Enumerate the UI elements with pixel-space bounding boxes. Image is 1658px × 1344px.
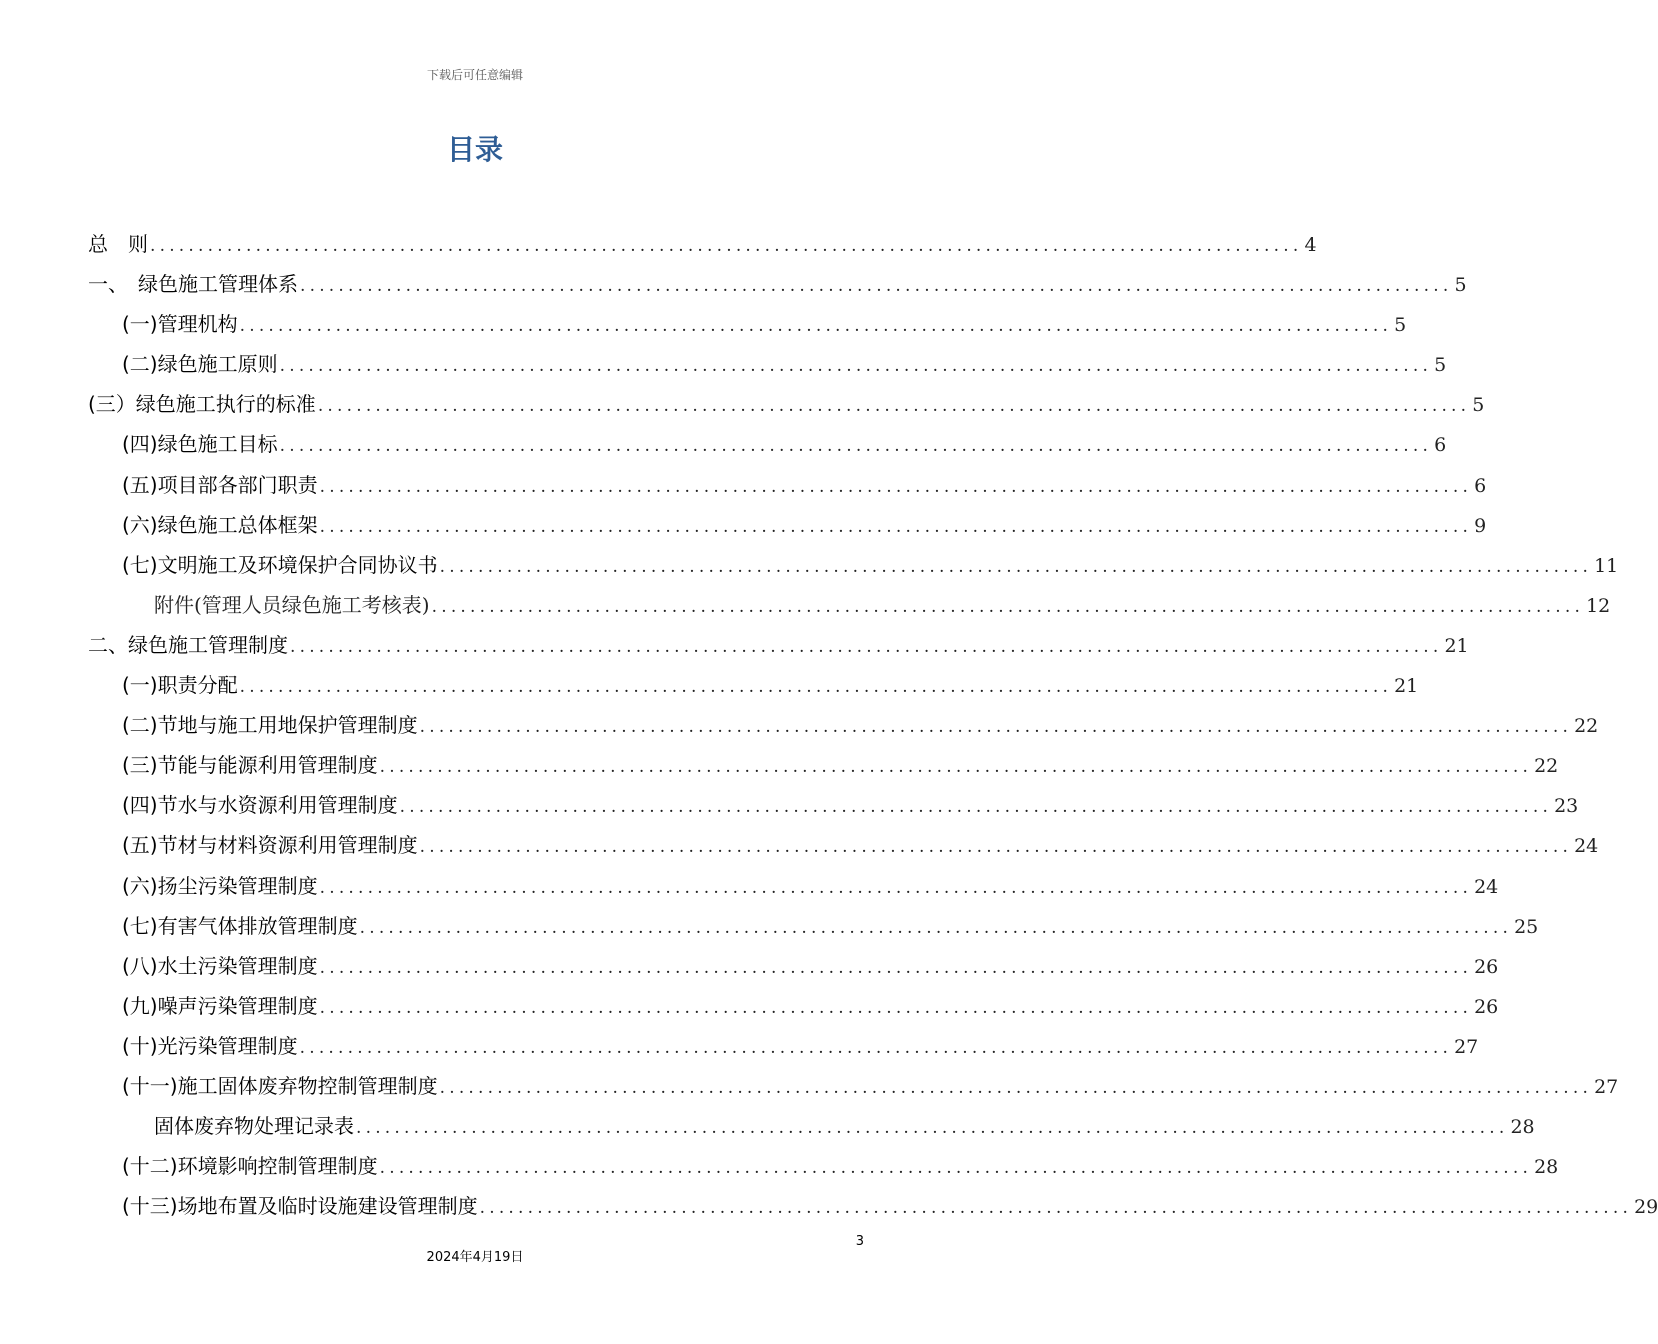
toc-entry-title: (七)文明施工及环境保护合同协议书: [122, 552, 438, 577]
toc-dot-leader: ........................................................................................................................: [439, 556, 1593, 577]
toc-entry-title: (二)节地与施工用地保护管理制度: [122, 713, 418, 738]
toc-dot-leader: ........................................................................................................................: [379, 1158, 1533, 1179]
toc-dot-leader: ........................................................................................................................: [317, 396, 1471, 417]
toc-entry-title: (五)节材与材料资源利用管理制度: [122, 833, 418, 858]
toc-entry[interactable]: [88, 1186, 1658, 1226]
toc-entry[interactable]: [88, 665, 1419, 705]
toc-entry-title: (六)绿色施工总体框架: [122, 512, 318, 537]
toc-dot-leader: ........................................................................................................................: [379, 757, 1533, 778]
toc-entry-page: 24: [1474, 875, 1499, 898]
page-number: 3: [855, 1234, 864, 1249]
toc-entry-page: 6: [1434, 434, 1447, 457]
toc-entry[interactable]: [88, 705, 1599, 745]
toc-dot-leader: ........................................................................................................................: [439, 1077, 1593, 1098]
toc-dot-leader: ........................................................................................................................: [319, 516, 1473, 537]
toc-entry-title: (四)节水与水资源利用管理制度: [122, 793, 398, 818]
toc-dot-leader: ........................................................................................................................: [319, 877, 1473, 898]
toc-entry-page: 21: [1394, 675, 1419, 698]
toc-entry[interactable]: [88, 545, 1619, 585]
toc-entry-title: (三）绿色施工执行的标准: [88, 392, 316, 417]
toc-dot-leader: ........................................................................................................................: [300, 276, 1453, 297]
toc-entry-page: 6: [1474, 474, 1487, 497]
toc-dot-leader: ........................................................................................................................: [319, 997, 1473, 1018]
toc-entry[interactable]: [88, 986, 1499, 1026]
toc-entry-page: 9: [1474, 514, 1487, 537]
toc-entry-page: 28: [1510, 1116, 1535, 1139]
toc-entry-title: 固体废弃物处理记录表: [154, 1114, 354, 1139]
toc-entry-title: (二)绿色施工原则: [122, 352, 278, 377]
toc-entry-page: 23: [1554, 795, 1579, 818]
toc-entry[interactable]: [88, 505, 1487, 545]
toc-dot-leader: ........................................................................................................................: [290, 636, 1443, 657]
toc-dot-leader: ........................................................................................................................: [279, 436, 1433, 457]
toc-entry-title: (十)光污染管理制度: [122, 1033, 298, 1058]
toc-entry-page: 21: [1444, 634, 1469, 657]
toc-entry-title: 附件(管理人员绿色施工考核表): [154, 592, 430, 617]
toc-entry[interactable]: [88, 625, 1469, 665]
toc-dot-leader: ........................................................................................................................: [239, 677, 1393, 698]
toc-entry-title: (四)绿色施工目标: [122, 432, 278, 457]
toc-entry-page: 27: [1594, 1075, 1619, 1098]
toc-entry[interactable]: [88, 906, 1539, 946]
toc-entry-page: 22: [1574, 715, 1599, 738]
toc-entry-page: 5: [1472, 394, 1485, 417]
toc-entry-title: (五)项目部各部门职责: [122, 472, 318, 497]
toc-entry[interactable]: [88, 384, 1485, 424]
toc-entry-title: (十一)施工固体废弃物控制管理制度: [122, 1073, 438, 1098]
toc-entry[interactable]: [88, 866, 1499, 906]
toc-entry-page: 24: [1574, 835, 1599, 858]
toc-entry-page: 26: [1474, 995, 1499, 1018]
toc-dot-leader: ........................................................................................................................: [419, 717, 1573, 738]
toc-entry[interactable]: [88, 1106, 1535, 1146]
toc-entry-page: 12: [1586, 594, 1611, 617]
toc-entry[interactable]: [88, 585, 1611, 625]
toc-entry-title: (六)扬尘污染管理制度: [122, 873, 318, 898]
toc-entry[interactable]: [88, 465, 1487, 505]
toc-entry[interactable]: [88, 1026, 1479, 1066]
toc-entry-title: 二、绿色施工管理制度: [88, 632, 288, 657]
toc-entry[interactable]: [88, 264, 1467, 304]
toc-entry-page: 11: [1594, 554, 1619, 577]
toc-entry-title: 总 则: [88, 232, 148, 256]
toc-entry-title: (七)有害气体排放管理制度: [122, 913, 358, 938]
toc-entry-page: 26: [1474, 955, 1499, 978]
table-of-contents: [88, 224, 1658, 1226]
toc-dot-leader: ........................................................................................................................: [319, 957, 1473, 978]
toc-entry[interactable]: [88, 1146, 1559, 1186]
toc-dot-leader: ........................................................................................................................: [239, 316, 1393, 337]
page-title: 目录: [446, 133, 503, 166]
toc-entry[interactable]: [88, 825, 1599, 865]
toc-dot-leader: ........................................................................................................................: [359, 917, 1513, 938]
toc-entry[interactable]: [88, 1066, 1619, 1106]
toc-dot-leader: ........................................................................................................................: [299, 1037, 1453, 1058]
toc-entry-title: (十二)环境影响控制管理制度: [122, 1154, 378, 1179]
header-note: 下载后可任意编辑: [426, 68, 523, 82]
toc-entry-page: 27: [1454, 1035, 1479, 1058]
toc-dot-leader: ........................................................................................................................: [150, 236, 1303, 256]
toc-dot-leader: ........................................................................................................................: [319, 476, 1473, 497]
toc-dot-leader: ........................................................................................................................: [399, 797, 1553, 818]
toc-entry[interactable]: [88, 745, 1559, 785]
toc-entry-page: 29: [1634, 1196, 1658, 1219]
toc-entry[interactable]: [88, 785, 1579, 825]
toc-dot-leader: ........................................................................................................................: [431, 596, 1585, 617]
toc-dot-leader: ........................................................................................................................: [356, 1118, 1509, 1139]
toc-entry-title: (十三)场地布置及临时设施建设管理制度: [122, 1194, 478, 1219]
toc-entry-page: 5: [1434, 354, 1447, 377]
toc-entry-title: (一)管理机构: [122, 312, 238, 337]
footer-date: 2024年4月19日: [426, 1250, 524, 1265]
toc-entry-title: (八)水土污染管理制度: [122, 953, 318, 978]
toc-entry-title: (一)职责分配: [122, 673, 238, 698]
toc-dot-leader: ........................................................................................................................: [279, 356, 1433, 377]
toc-dot-leader: ........................................................................................................................: [479, 1198, 1633, 1219]
toc-entry-page: 5: [1454, 274, 1467, 297]
toc-entry[interactable]: [88, 344, 1447, 384]
toc-entry[interactable]: [88, 224, 1317, 264]
toc-entry-page: 22: [1534, 755, 1559, 778]
toc-dot-leader: ........................................................................................................................: [419, 837, 1573, 858]
toc-entry-page: 25: [1514, 915, 1539, 938]
toc-entry-title: 一、 绿色施工管理体系: [88, 272, 298, 297]
toc-entry[interactable]: [88, 946, 1499, 986]
toc-entry-title: (三)节能与能源利用管理制度: [122, 753, 378, 778]
toc-entry-page: 4: [1304, 234, 1317, 256]
toc-entry[interactable]: [88, 424, 1447, 464]
toc-entry-page: 5: [1394, 314, 1407, 337]
toc-entry-title: (九)噪声污染管理制度: [122, 993, 318, 1018]
toc-entry-page: 28: [1534, 1156, 1559, 1179]
toc-entry[interactable]: [88, 304, 1407, 344]
